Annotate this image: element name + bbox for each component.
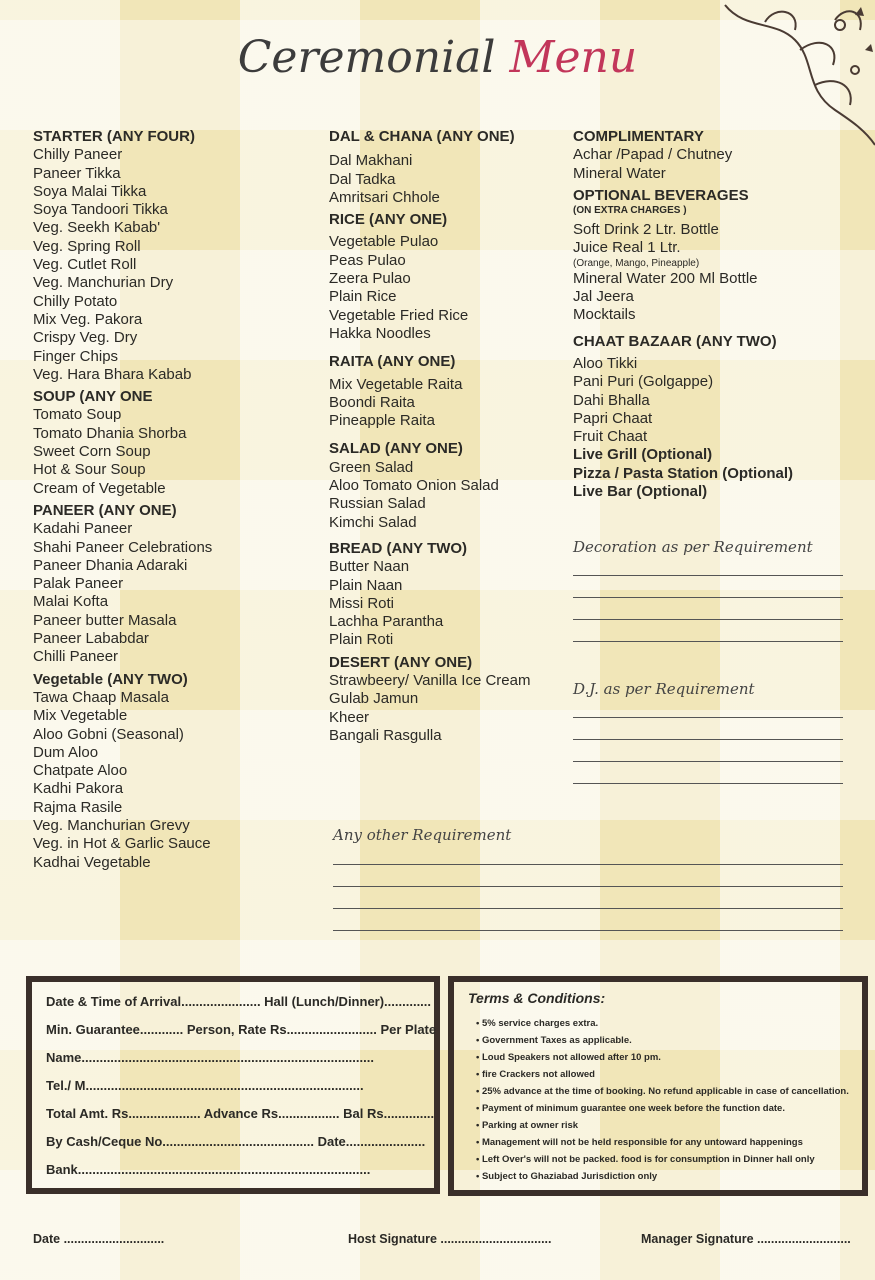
menu-item: Dal Tadka [329,170,396,188]
optional-item: Live Grill (Optional) [573,446,713,464]
dj-line[interactable] [573,717,843,718]
menu-item: Russian Salad [329,495,426,513]
terms-item: • fire Crackers not allowed [476,1069,595,1080]
terms-item: • Management will not be held responsible for any untoward happenings [476,1137,803,1148]
beverages-note: (ON EXTRA CHARGES ) [573,205,687,217]
menu-item: Mocktails [573,306,636,324]
booking-form-box [26,976,440,1194]
decoration-line[interactable] [573,619,843,620]
menu-item: Peas Pulao [329,251,406,269]
terms-box [448,976,868,1196]
menu-item: Veg. Seekh Kabab' [33,219,161,237]
menu-item: Veg. Spring Roll [33,237,141,255]
menu-item: Dal Makhani [329,152,413,170]
menu-item: Chilli Paneer [33,648,119,666]
form-row-bank[interactable]: Bank................................................................................. [46,1162,371,1177]
form-row-guarantee[interactable]: Min. Guarantee............ Person, Rate Rs......................... Per Plate [46,1022,437,1037]
dj-line[interactable] [573,739,843,740]
menu-item: Veg. Cutlet Roll [33,256,137,274]
form-row-cheque[interactable]: By Cash/Ceque No.......................................... Date...................... [46,1134,426,1149]
menu-item: Gulab Jamun [329,690,419,708]
menu-item: Palak Paneer [33,575,124,593]
menu-item: Mix Vegetable Raita [329,375,463,393]
other-requirement-line[interactable] [333,908,843,909]
menu-item: Vegetable Pulao [329,233,439,251]
menu-item: Missi Roti [329,594,395,612]
menu-item: Tomato Dhania Shorba [33,424,187,442]
menu-item: Paneer Dhania Adaraki [33,556,188,574]
menu-item: Soya Malai Tikka [33,182,147,200]
other-requirement-line[interactable] [333,864,843,865]
menu-item: Aloo Tikki [573,354,638,372]
dal-heading: DAL & CHANA (ANY ONE) [329,128,515,145]
menu-item: Soft Drink 2 Ltr. Bottle [573,221,719,239]
menu-item: Hot & Sour Soup [33,461,146,479]
menu-item: Shahi Paneer Celebrations [33,538,213,556]
manager-signature-field[interactable]: Manager Signature ........................... [641,1232,851,1246]
terms-item: • Parking at owner risk [476,1120,579,1131]
terms-item: • Government Taxes as applicable. [476,1035,632,1046]
beverages-heading: OPTIONAL BEVERAGES [573,186,749,204]
dj-line[interactable] [573,761,843,762]
menu-item: Pani Puri (Golgappe) [573,373,714,391]
menu-item: Cream of Vegetable [33,479,166,497]
terms-title: Terms & Conditions: [468,990,606,1006]
menu-item: Pineapple Raita [329,412,435,430]
other-requirement-line[interactable] [333,930,843,931]
terms-item: • Left Over's will not be packed. food is for consumption in Dinner hall only [476,1154,815,1165]
menu-item: Dum Aloo [33,743,99,761]
menu-item: Boondi Raita [329,393,415,411]
menu-item: Veg. in Hot & Garlic Sauce [33,835,211,853]
menu-item: Juice Real 1 Ltr. [573,239,681,257]
menu-column-1 [33,124,212,872]
menu-item: Kimchi Salad [329,513,417,531]
menu-column-3 [573,124,793,501]
menu-item: Green Salad [329,458,414,476]
menu-item: Hakka Noodles [329,324,431,342]
terms-item: • Loud Speakers not allowed after 10 pm. [476,1052,661,1063]
menu-item: Plain Naan [329,576,403,594]
form-row-tel[interactable]: Tel./ M............................................................................. [46,1078,364,1093]
decoration-line[interactable] [573,597,843,598]
other-requirement-label: Any other Requirement [333,826,512,844]
menu-item: Strawbeery/ Vanilla Ice Cream [329,672,531,690]
menu-item: Achar /Papad / Chutney [573,146,733,164]
decoration-line[interactable] [573,575,843,576]
terms-item: • Payment of minimum guarantee one week before the function date. [476,1103,785,1114]
menu-column-2 [329,124,530,745]
menu-item: Chatpate Aloo [33,762,128,780]
menu-item: Kadahi Paneer [33,520,133,538]
complimentary-heading: COMPLIMENTARY [573,128,704,145]
menu-item: Mineral Water [573,164,666,182]
title-part1: Ceremonial [237,32,496,83]
starter-heading: STARTER (ANY FOUR) [33,128,195,145]
desert-heading: DESERT (ANY ONE) [329,653,473,671]
date-signature-field[interactable]: Date ............................. [33,1232,165,1246]
menu-item: Aloo Tomato Onion Salad [329,477,499,495]
optional-item: Live Bar (Optional) [573,483,708,501]
rice-heading: RICE (ANY ONE) [329,211,448,229]
menu-item: Vegetable Fried Rice [329,306,469,324]
menu-item: Mix Vegetable [33,707,128,725]
soup-heading: SOUP (ANY ONE [33,388,153,406]
menu-item: Bangali Rasgulla [329,726,442,744]
menu-item: Veg. Manchurian Grevy [33,816,190,834]
menu-item: Rajma Rasile [33,798,123,816]
terms-item: • 5% service charges extra. [476,1018,599,1029]
menu-item: Kadhai Vegetable [33,853,151,871]
form-row-name[interactable]: Name................................................................................. [46,1050,374,1065]
menu-item: Tomato Soup [33,406,122,424]
chaat-heading: CHAAT BAZAAR (ANY TWO) [573,332,777,350]
other-requirement-line[interactable] [333,886,843,887]
menu-item: Dahi Bhalla [573,391,650,409]
menu-item: Veg. Hara Bhara Kabab [33,365,192,383]
raita-heading: RAITA (ANY ONE) [329,353,456,371]
menu-item: Kadhi Pakora [33,780,124,798]
menu-item: Chilly Potato [33,292,118,310]
bread-heading: BREAD (ANY TWO) [329,539,468,557]
menu-item: Plain Roti [329,631,394,649]
paneer-heading: PANEER (ANY ONE) [33,501,177,519]
menu-item: Fruit Chaat [573,428,648,446]
menu-item: Lachha Parantha [329,613,444,631]
menu-item: Malai Kofta [33,593,109,611]
menu-item: Sweet Corn Soup [33,443,151,461]
title-part2: Menu [509,32,638,83]
menu-item: Plain Rice [329,288,397,306]
menu-item: Finger Chips [33,347,119,365]
salad-heading: SALAD (ANY ONE) [329,440,463,458]
menu-item: Paneer Lababdar [33,630,149,648]
terms-item: • 25% advance at the time of booking. No refund applicable in case of cancellation. [476,1086,849,1097]
terms-item: • Subject to Ghaziabad Jurisdiction only [476,1171,658,1182]
host-signature-field[interactable]: Host Signature ................................ [348,1232,552,1246]
menu-item: Paneer Tikka [33,164,121,182]
decoration-label: Decoration as per Requirement [573,538,813,556]
decoration-line[interactable] [573,641,843,642]
menu-item: Veg. Manchurian Dry [33,274,174,292]
form-row-arrival[interactable]: Date & Time of Arrival...................... Hall (Lunch/Dinner)............. [46,994,432,1009]
form-row-amount[interactable]: Total Amt. Rs.................... Advance Rs................. Bal Rs.............. [46,1106,435,1121]
menu-item: Tawa Chaap Masala [33,688,169,706]
menu-item: Crispy Veg. Dry [33,329,138,347]
menu-item: Aloo Gobni (Seasonal) [33,725,184,743]
menu-item: Mineral Water 200 Ml Bottle [573,269,758,287]
menu-item: Chilly Paneer [33,146,123,164]
dj-line[interactable] [573,783,843,784]
menu-item: Butter Naan [329,558,410,576]
vegetable-heading: Vegetable (ANY TWO) [33,670,188,688]
menu-item: Kheer [329,708,370,726]
menu-item: Mix Veg. Pakora [33,310,143,328]
optional-item: Pizza / Pasta Station (Optional) [573,464,794,482]
menu-item: Soya Tandoori Tikka [33,201,168,219]
menu-item: Paneer butter Masala [33,611,177,629]
menu-item: Jal Jeera [573,288,634,306]
juice-flavours-note: (Orange, Mango, Pineapple) [573,257,700,269]
menu-item: Amritsari Chhole [329,188,440,206]
dj-label: D.J. as per Requirement [573,680,755,698]
menu-item: Papri Chaat [573,409,653,427]
menu-item: Zeera Pulao [329,270,411,288]
